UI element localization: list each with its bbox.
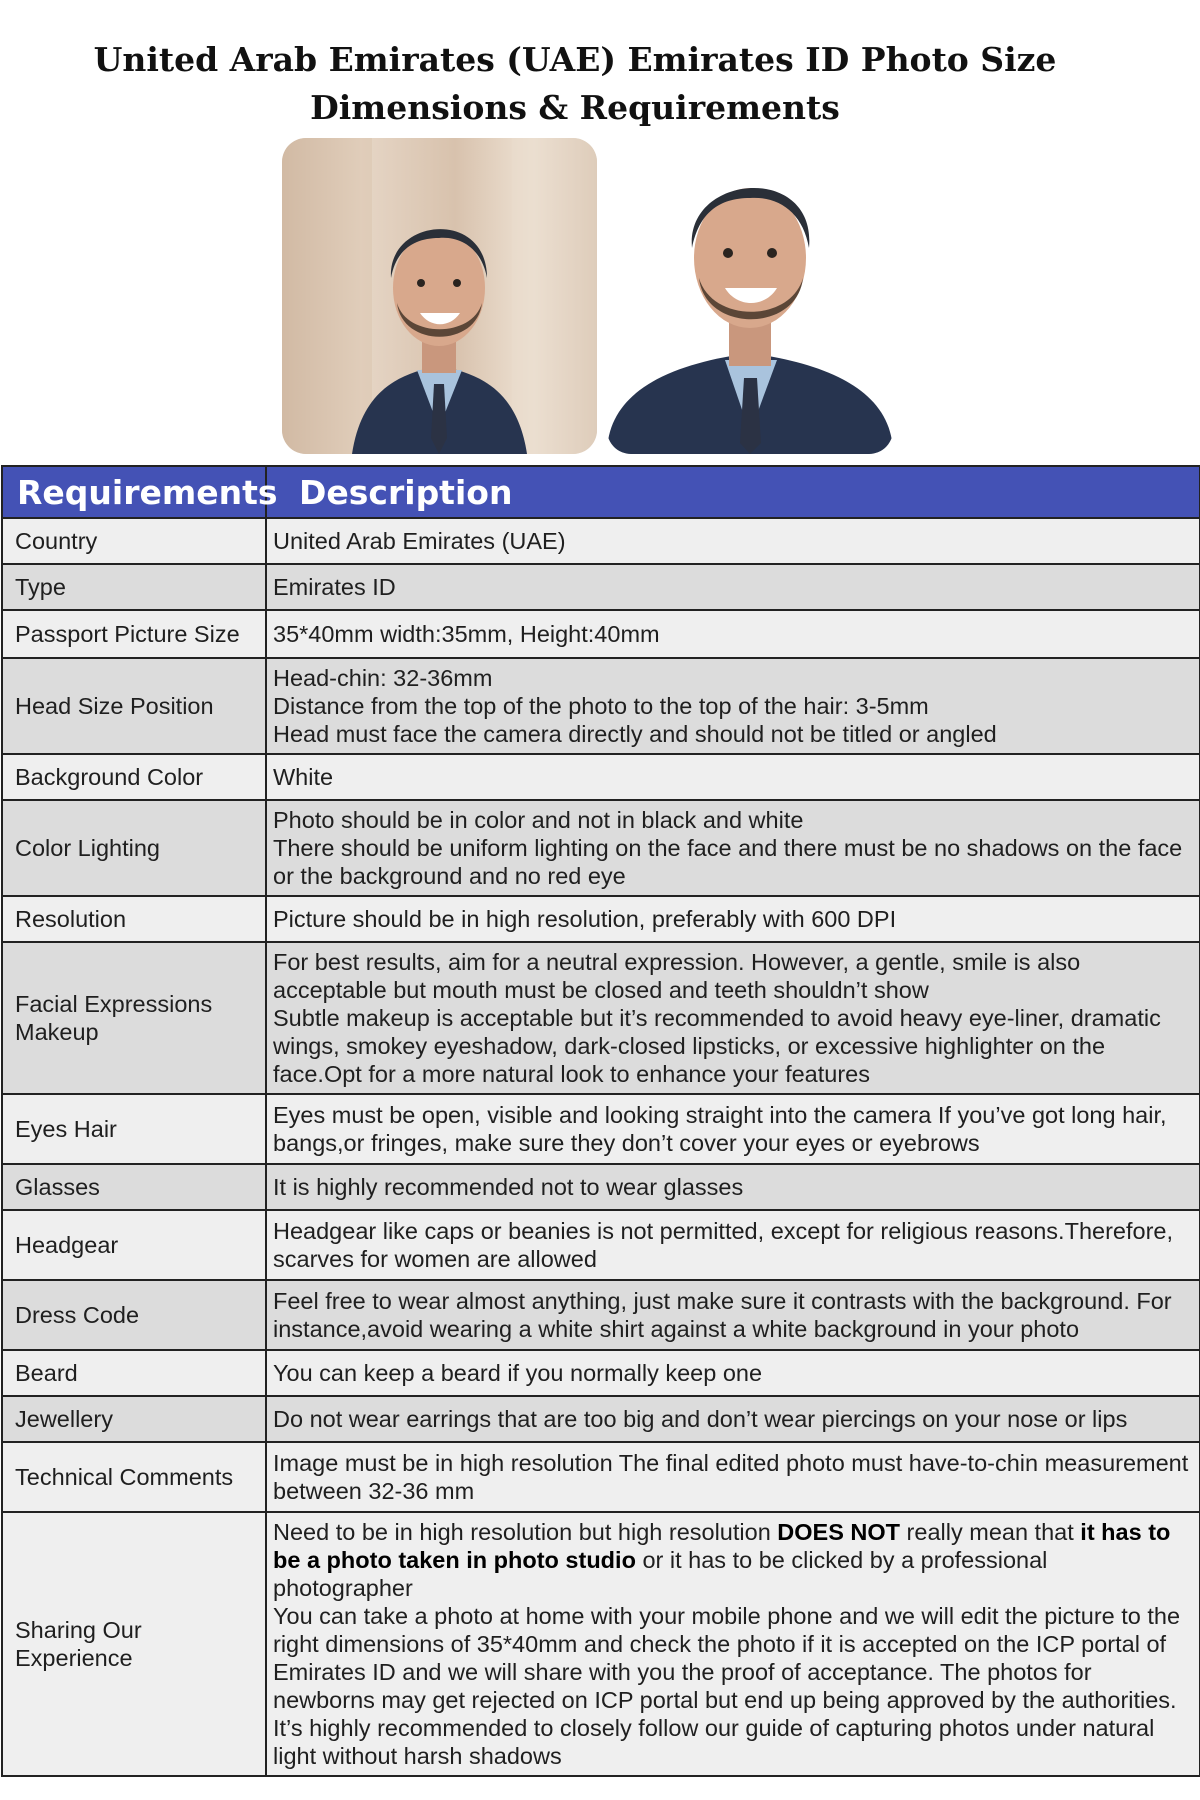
description-line: Distance from the top of the photo to the top of the hair: 3-5mm xyxy=(273,693,929,719)
description-line: There should be uniform lighting on the face and there must be no shadows on the face or the background and no red eye xyxy=(273,835,1183,889)
description-cell xyxy=(266,1396,1200,1442)
emphasis-text: DOES NOT xyxy=(777,1519,901,1545)
description-cell xyxy=(266,1512,1200,1776)
requirement-cell: Headgear xyxy=(2,1210,266,1280)
description-cell xyxy=(266,1442,1200,1512)
description-text: or it has to be clicked by a professional photographer xyxy=(273,1547,1048,1601)
description-line: It is highly recommended not to wear glasses xyxy=(273,1174,744,1200)
description-cell xyxy=(266,1094,1200,1164)
requirement-cell: Type xyxy=(2,564,266,610)
sample-photo-white-background xyxy=(607,138,893,454)
description-line: Head-chin: 32-36mm xyxy=(273,665,493,691)
requirement-cell: Passport Picture Size xyxy=(2,610,266,658)
table-row xyxy=(2,1164,1200,1210)
requirement-cell: Eyes Hair xyxy=(2,1094,266,1164)
description-line: It’s highly recommended to closely follow our guide of capturing photos under natural light without harsh shadows xyxy=(273,1715,1155,1769)
header-description: Description xyxy=(266,466,1200,518)
requirement-cell: Beard xyxy=(2,1350,266,1396)
page-title: United Arab Emirates (UAE) Emirates ID Photo Size Dimensions & Requirements xyxy=(93,40,1057,127)
requirement-cell: Facial Expressions Makeup xyxy=(2,942,266,1094)
requirement-cell: Head Size Position xyxy=(2,658,266,754)
description-cell xyxy=(266,1280,1200,1350)
description-line: 35*40mm width:35mm, Height:40mm xyxy=(273,621,660,647)
description-line xyxy=(273,1518,1192,1602)
requirement-cell: Resolution xyxy=(2,896,266,942)
requirement-cell: Technical Comments xyxy=(2,1442,266,1512)
emphasis-text: it has to be a photo taken in photo studio xyxy=(273,1519,1171,1573)
description-line: Eyes must be open, visible and looking straight into the camera If you’ve got long hair, bangs,or fringes, make sure they don’t cover your eyes or eyebrows xyxy=(273,1102,1167,1156)
table-row xyxy=(2,1512,1200,1776)
requirement-cell: Color Lighting xyxy=(2,800,266,896)
description-cell xyxy=(266,754,1200,800)
header-requirements: Requirements xyxy=(2,466,266,518)
requirement-cell: Jewellery xyxy=(2,1396,266,1442)
table-row xyxy=(2,800,1200,896)
description-text: really mean that xyxy=(900,1519,1081,1545)
table-row xyxy=(2,658,1200,754)
description-line: Picture should be in high resolution, preferably with 600 DPI xyxy=(273,906,897,932)
description-line: For best results, aim for a neutral expression. However, a gentle, smile is also acceptable but mouth must be closed and teeth shouldn’t show xyxy=(273,949,1081,1003)
table-row xyxy=(2,1396,1200,1442)
description-line: Do not wear earrings that are too big and don’t wear piercings on your nose or lips xyxy=(273,1406,1128,1432)
description-line: You can take a photo at home with your mobile phone and we will edit the picture to the right dimensions of 35*40mm and check the photo if it is accepted on the ICP portal of Emirates ID and we will share with you the proof of acceptance. The photos for newborns may get rejected on ICP portal but end up being approved by the authorities. xyxy=(273,1603,1181,1713)
requirements-table xyxy=(1,465,1200,1777)
table-row xyxy=(2,754,1200,800)
description-text: Need to be in high resolution but high resolution xyxy=(273,1519,778,1545)
description-line: Image must be in high resolution The final edited photo must have-to-chin measurement between 32-36 mm xyxy=(273,1450,1189,1504)
table-row xyxy=(2,1442,1200,1512)
description-line: Feel free to wear almost anything, just make sure it contrasts with the background. For instance,avoid wearing a white shirt against a white background in your photo xyxy=(273,1288,1172,1342)
description-cell xyxy=(266,1350,1200,1396)
requirement-cell: Background Color xyxy=(2,754,266,800)
table-header-row xyxy=(2,466,1200,518)
description-cell xyxy=(266,1210,1200,1280)
description-line: Emirates ID xyxy=(273,574,396,600)
table-row xyxy=(2,564,1200,610)
table-row xyxy=(2,942,1200,1094)
table-row xyxy=(2,610,1200,658)
table-row xyxy=(2,1350,1200,1396)
sample-photo-original-background xyxy=(282,138,597,454)
description-line: Head must face the camera directly and should not be titled or angled xyxy=(273,721,997,747)
requirement-cell: Dress Code xyxy=(2,1280,266,1350)
description-line: Headgear like caps or beanies is not permitted, except for religious reasons.Therefore, scarves for women are allowed xyxy=(273,1218,1173,1272)
description-cell xyxy=(266,518,1200,564)
description-line: White xyxy=(273,764,334,790)
table-row xyxy=(2,1210,1200,1280)
table-row xyxy=(2,1094,1200,1164)
description-cell xyxy=(266,896,1200,942)
description-cell xyxy=(266,564,1200,610)
description-cell xyxy=(266,610,1200,658)
requirement-cell: Country xyxy=(2,518,266,564)
requirement-cell: Sharing Our Experience xyxy=(2,1512,266,1776)
description-cell xyxy=(266,658,1200,754)
requirement-cell: Glasses xyxy=(2,1164,266,1210)
description-line: You can keep a beard if you normally keep one xyxy=(273,1360,763,1386)
description-line: Photo should be in color and not in black and white xyxy=(273,807,804,833)
table-row xyxy=(2,896,1200,942)
description-cell xyxy=(266,1164,1200,1210)
table-row xyxy=(2,1280,1200,1350)
description-line: United Arab Emirates (UAE) xyxy=(273,528,566,554)
description-cell xyxy=(266,942,1200,1094)
table-row xyxy=(2,518,1200,564)
description-cell xyxy=(266,800,1200,896)
description-line: Subtle makeup is acceptable but it’s recommended to avoid heavy eye-liner, dramatic wings, smokey eyeshadow, dark-closed lipsticks, or excessive highlighter on the face.Opt for a more natural look to enhance your features xyxy=(273,1005,1161,1087)
